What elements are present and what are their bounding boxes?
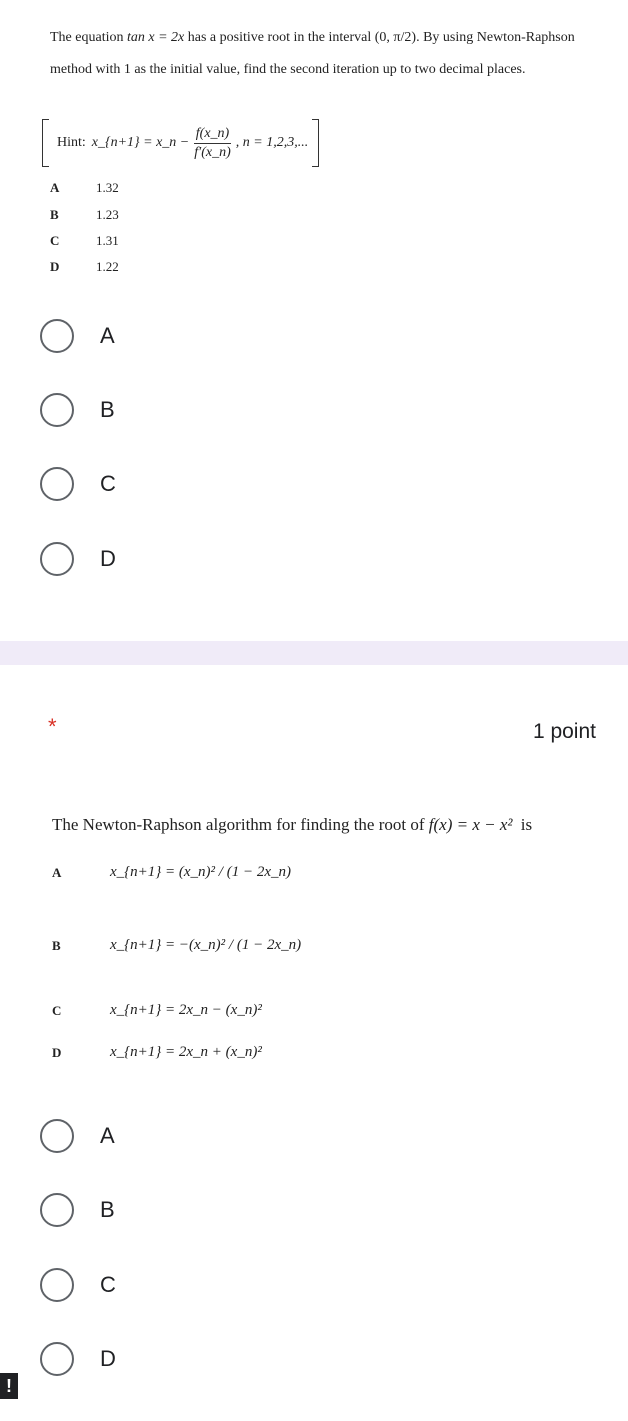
required-asterisk: *	[48, 714, 57, 739]
q2-option-d	[52, 1044, 262, 1061]
option-formula: x_{n+1} = 2x_n − (x_n)²	[110, 1002, 262, 1018]
hint-numerator: f(x_n)	[194, 125, 231, 144]
choice-label: B	[100, 1197, 115, 1222]
q1-text-mid: has a positive root in the interval	[184, 30, 375, 45]
question-2-text	[52, 815, 532, 835]
radio-button[interactable]	[40, 542, 74, 576]
q1-choice-b[interactable]	[40, 390, 115, 430]
hint-tail: , n = 1,2,3,...	[235, 135, 309, 150]
q2-text-end: is	[516, 815, 533, 834]
choice-label: C	[100, 1272, 116, 1297]
radio-button[interactable]	[40, 1342, 74, 1376]
section-gap	[0, 641, 628, 665]
option-letter: C	[50, 233, 60, 248]
hint-fraction	[192, 125, 233, 162]
alert-icon[interactable]: !	[0, 1373, 18, 1399]
choice-label: A	[100, 1123, 115, 1148]
q1-choice-a[interactable]	[40, 316, 115, 356]
hint-lhs: x_{n+1} = x_n −	[91, 135, 190, 150]
q2-choice-c[interactable]	[40, 1265, 116, 1305]
hint-denominator: f′(x_n)	[194, 144, 231, 160]
option-formula: x_{n+1} = 2x_n + (x_n)²	[110, 1044, 262, 1060]
option-value: 1.22	[96, 259, 119, 274]
q1-option-b	[50, 207, 119, 223]
option-letter: B	[52, 937, 61, 953]
q1-equation: tan x = 2x	[126, 30, 185, 45]
choice-label: D	[100, 1346, 116, 1371]
option-letter: C	[52, 1002, 62, 1018]
option-value: 1.32	[96, 180, 119, 195]
option-letter: A	[52, 864, 62, 880]
radio-button[interactable]	[40, 1193, 74, 1227]
option-value: 1.31	[96, 233, 119, 248]
option-formula: x_{n+1} = −(x_n)² / (1 − 2x_n)	[110, 937, 302, 953]
question-1-text	[50, 22, 595, 86]
option-letter: A	[50, 180, 60, 195]
q1-choice-d[interactable]	[40, 539, 116, 579]
q2-choice-b[interactable]	[40, 1190, 115, 1230]
option-letter: D	[50, 259, 60, 274]
hint-bracket-left	[42, 119, 49, 167]
q1-choice-c[interactable]	[40, 464, 116, 504]
q1-option-d	[50, 259, 119, 275]
q2-choice-a[interactable]	[40, 1116, 115, 1156]
points-label: 1 point	[532, 720, 596, 743]
q2-text: The Newton-Raphson algorithm for finding the root of	[52, 815, 429, 834]
option-value: 1.23	[96, 207, 119, 222]
q2-option-b	[52, 937, 301, 954]
choice-label: D	[100, 546, 116, 571]
q1-text-before: The equation	[50, 30, 127, 45]
radio-button[interactable]	[40, 393, 74, 427]
radio-button[interactable]	[40, 467, 74, 501]
q1-option-a	[50, 180, 119, 196]
hint-bracket-right	[312, 119, 319, 167]
radio-button[interactable]	[40, 1268, 74, 1302]
q2-option-a	[52, 864, 291, 881]
hint-label: Hint:	[57, 135, 86, 150]
option-letter: D	[52, 1044, 62, 1060]
q2-function: f(x) = x − x²	[428, 815, 513, 834]
q2-choice-d[interactable]	[40, 1339, 116, 1379]
q1-option-c	[50, 233, 119, 249]
choice-label: C	[100, 471, 116, 496]
choice-label: A	[100, 323, 115, 348]
option-formula: x_{n+1} = (x_n)² / (1 − 2x_n)	[110, 864, 291, 880]
q1-text-after: . By using Newton-Raphson method with 1 as the initial value, find the second iteration up to two decimal places.	[50, 30, 575, 77]
q2-option-c	[52, 1002, 262, 1019]
option-letter: B	[50, 207, 59, 222]
choice-label: B	[100, 397, 115, 422]
q1-interval: (0, π/2)	[374, 30, 417, 45]
question-card-1	[0, 0, 628, 640]
radio-button[interactable]	[40, 1119, 74, 1153]
radio-button[interactable]	[40, 319, 74, 353]
q1-hint	[42, 118, 319, 168]
question-card-2	[0, 665, 628, 1421]
